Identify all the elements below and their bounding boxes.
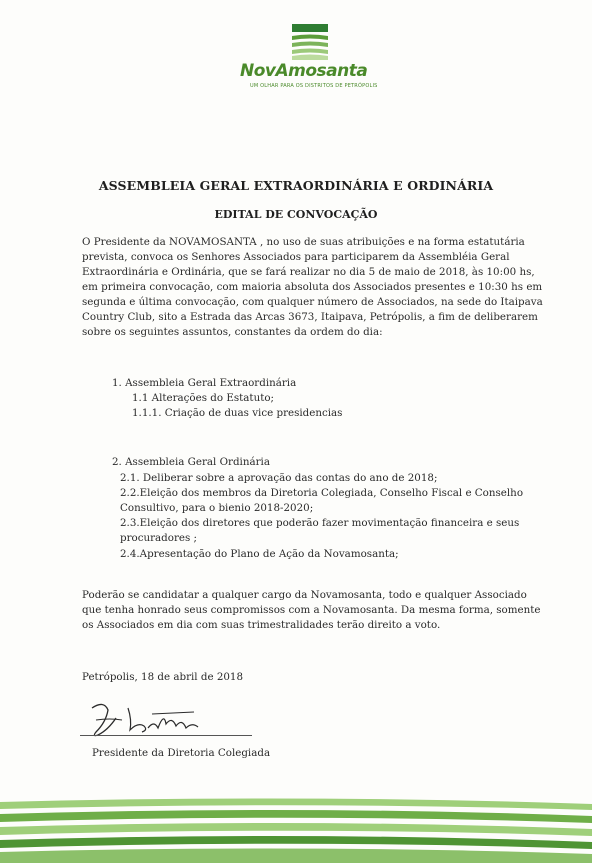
- section2-item: procuradores ;: [120, 532, 198, 544]
- signature-icon: [82, 694, 212, 744]
- place-date: Petrópolis, 18 de abril de 2018: [82, 671, 244, 683]
- document-title: ASSEMBLEIA GERAL EXTRAORDINÁRIA E ORDINÁRIA: [98, 178, 494, 193]
- section2-item: 2.1. Deliberar sobre a aprovação das contas do ano de 2018;: [120, 472, 438, 484]
- section2-item: 2.3.Eleição dos diretores que poderão fazer movimentação financeira e seus: [120, 517, 520, 529]
- section2-item: 2.4.Apresentação do Plano de Ação da Novamosanta;: [120, 548, 399, 560]
- section2-heading: 2. Assembleia Geral Ordinária: [112, 456, 270, 468]
- intro-line: sobre os seguintes assuntos, constantes da ordem do dia:: [82, 326, 383, 338]
- signer-title: Presidente da Diretoria Colegiada: [92, 747, 271, 759]
- logo: [232, 22, 377, 97]
- section1-heading: 1. Assembleia Geral Extraordinária: [112, 377, 297, 389]
- document-subtitle: EDITAL DE CONVOCAÇÃO: [214, 208, 378, 221]
- signature-line: [80, 735, 252, 736]
- logo-name: NovAmosanta: [240, 61, 368, 81]
- closing-line: que tenha honrado seus compromissos com a Novamosanta. Da mesma forma, somente: [82, 604, 541, 616]
- closing-line: Poderão se candidatar a qualquer cargo da Novamosanta, todo e qualquer Associado: [82, 589, 527, 601]
- closing-line: os Associados em dia com suas trimestralidades terão direito a voto.: [82, 619, 441, 631]
- logo-tagline: UM OLHAR PARA OS DISTRITOS DE PETRÓPOLIS: [250, 83, 378, 89]
- intro-line: O Presidente da NOVAMOSANTA , no uso de suas atribuições e na forma estatutária: [82, 236, 525, 248]
- intro-line: Country Club, sito a Estrada das Arcas 3673, Itaipava, Petrópolis, a fim de deliberarem: [82, 311, 538, 323]
- logo-mark-icon: [292, 24, 328, 60]
- section2-item: Consultivo, para o bienio 2018-2020;: [120, 502, 314, 514]
- section1-item: 1.1 Alterações do Estatuto;: [132, 392, 275, 404]
- footer-stripes: [0, 796, 592, 863]
- section1-item: 1.1.1. Criação de duas vice presidencias: [132, 407, 343, 419]
- section2-item: 2.2.Eleição dos membros da Diretoria Colegiada, Conselho Fiscal e Conselho: [120, 487, 524, 499]
- intro-line: Extraordinária e Ordinária, que se fará realizar no dia 5 de maio de 2018, às 10:00 hs,: [82, 266, 535, 278]
- intro-line: em primeira convocação, com maioria absoluta dos Associados presentes e 10:30 hs em: [82, 281, 543, 293]
- intro-line: segunda e última convocação, com qualquer número de Associados, na sede do Itaipava: [82, 296, 543, 308]
- intro-line: prevista, convoca os Senhores Associados para participarem da Assembléia Geral: [82, 251, 510, 263]
